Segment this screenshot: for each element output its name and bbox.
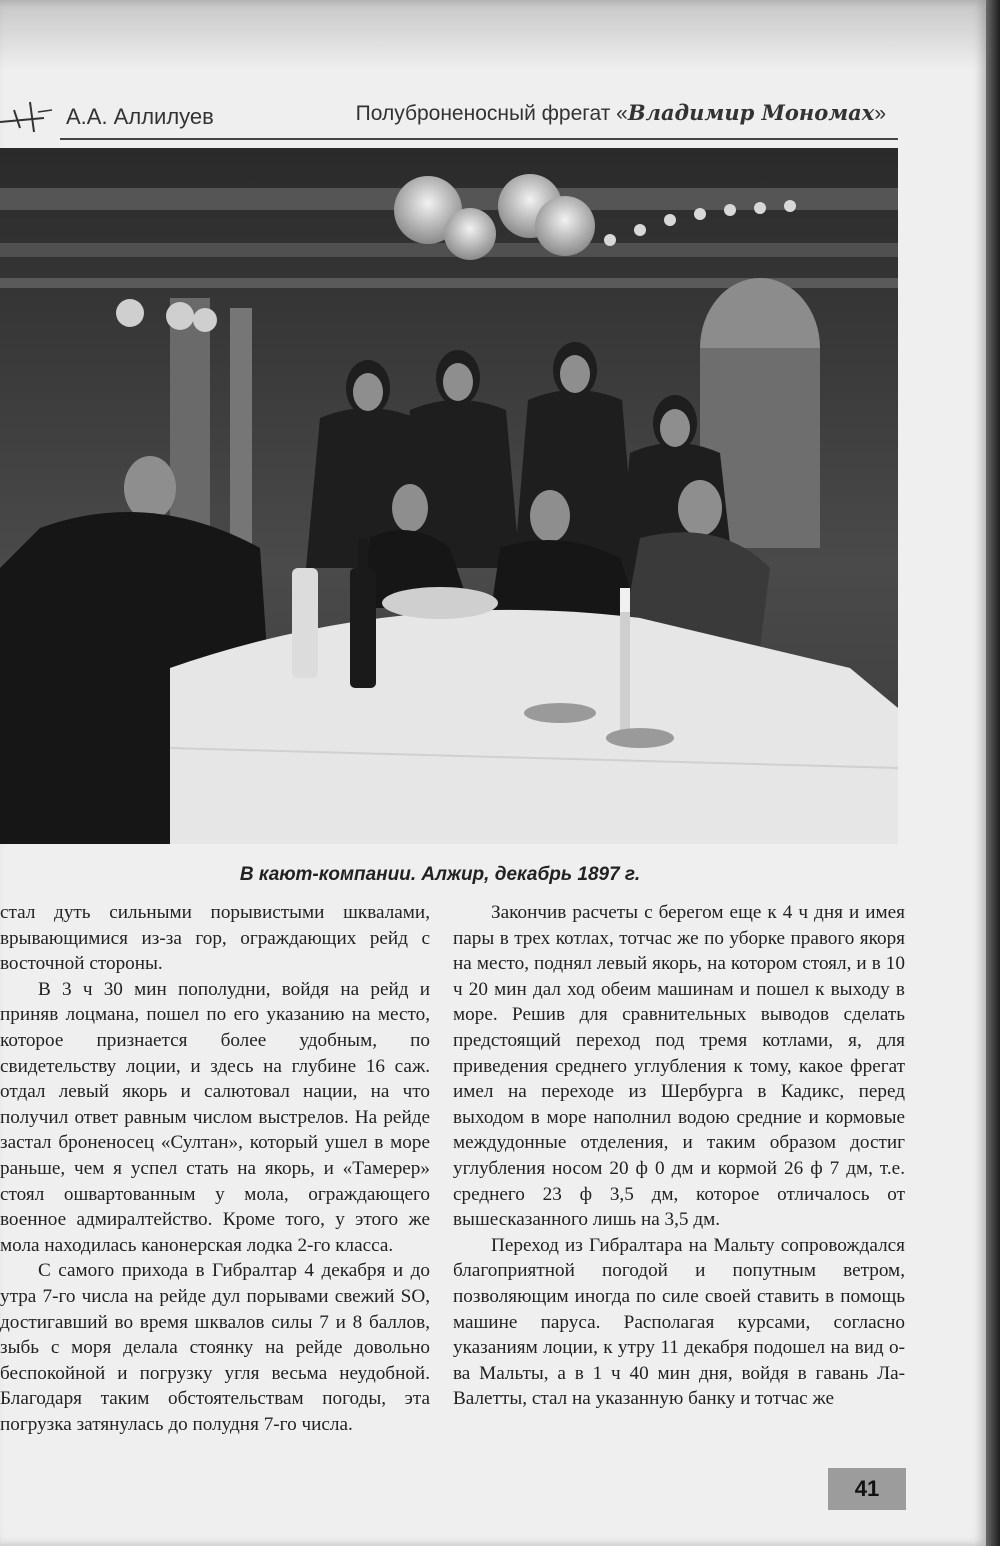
ship-name: Владимир Мономах [627,100,875,125]
carafe [292,568,318,678]
text-column-right [453,900,905,1412]
ceiling-lamp [535,196,595,256]
paragraph: Закончив расчеты с берегом еще к 4 ч дня и имея пары в трех котлах, тотчас же по уборке правого якоря на место, поднял левый якорь, на котором стоял, и в 10 ч 20 мин дал ход обеим машинам и пошел к выходу в море. Решив для сравнительных выводов сделать предстоящий переход под тремя котлами, я, для приведения среднего углубления к тому, какое фрегат имел на переходе из Шербурга в Кадикс, перед выходом в море наполнил водою средние и кормовые междудонные отделения, и таким образом достиг углубления носом 20 ф 0 дм и кормой 26 ф 7 дм, т.е. среднего 23 ф 3,5 дм, которое отличалось от вышесказанного лишь на 3,5 дм. [453,902,905,1231]
punch-bowl [382,587,498,619]
plate [606,728,674,748]
title-suffix: » [874,102,886,125]
photo-illustration [0,148,898,844]
wall-lamp [193,308,217,332]
pillar [230,308,252,568]
running-header-author: А.А. Аллилуев [66,104,214,129]
plate [524,703,596,723]
paragraph: В 3 ч 30 мин пополудни, войдя на рейд и приняв лоцмана, пошел по его указанию на место, которое признается более удобным, по свидетельству лоции, и здесь на глубине 16 саж. отдал левый якорь и салютовал нации, на что получил ответ равным числом выстрелов. На рейде застал броненосец «Султан», который ушел в море раньше, чем я успел стать на якорь, и «Тамерер» стоял ошвартованным у мола, ограждающего военное адмиралтейство. Кроме того, у этого же мола находилась канонерская лодка 2-го класса. [0,978,430,1256]
wine-bottle [350,568,376,688]
candle [620,588,630,612]
page-top-shadow [0,0,988,70]
paragraph: Переход из Гибралтара на Мальту сопровождался благоприятной погодой и попутным ветром, позволяющим иногда по силе своей ставить в помощь машине паруса. Располагая курсами, согласно указаниям лоции, к утру 11 декабря подошел на вид о-ва Мальты, а в 1 ч 40 мин дня, войдя в гавань Ла-Валетты, стал на указанную банку и тотчас же [453,1234,905,1410]
bottle-neck [358,538,368,572]
figure-caption: В кают-компании. Алжир, декабрь 1897 г. [239,864,641,885]
header-ornament-icon [0,96,56,136]
wall-lamp [166,302,194,330]
page-number: 41 [828,1468,906,1510]
candlestick [620,608,630,738]
wall-lamp [116,299,144,327]
paragraph: стал дуть сильными порывистыми шквалами, врывающимися из-за гор, ограждающих рейд с восточной стороны. [0,902,430,975]
title-prefix: Полуброненосный фрегат « [355,102,628,125]
header-rule [60,138,898,140]
paragraph: С самого прихода в Гибралтар 4 декабря и до утра 7-го числа на рейде дул порывами свежий SO, достигавший во время шквалов силы 7 и 8 баллов, зыбь с моря делала стоянку на рейде довольно беспокойной и погрузку угля весьма неудобной. Благодаря таким обстоятельствам погоды, эта погрузка затянулась до полудня 7-го числа. [0,1260,430,1435]
page-edge-shadow [986,0,1000,1546]
ceiling-lamp [444,208,496,260]
text-column-left [0,900,430,1437]
wardroom-photograph [0,148,898,844]
running-header-title [356,100,886,126]
